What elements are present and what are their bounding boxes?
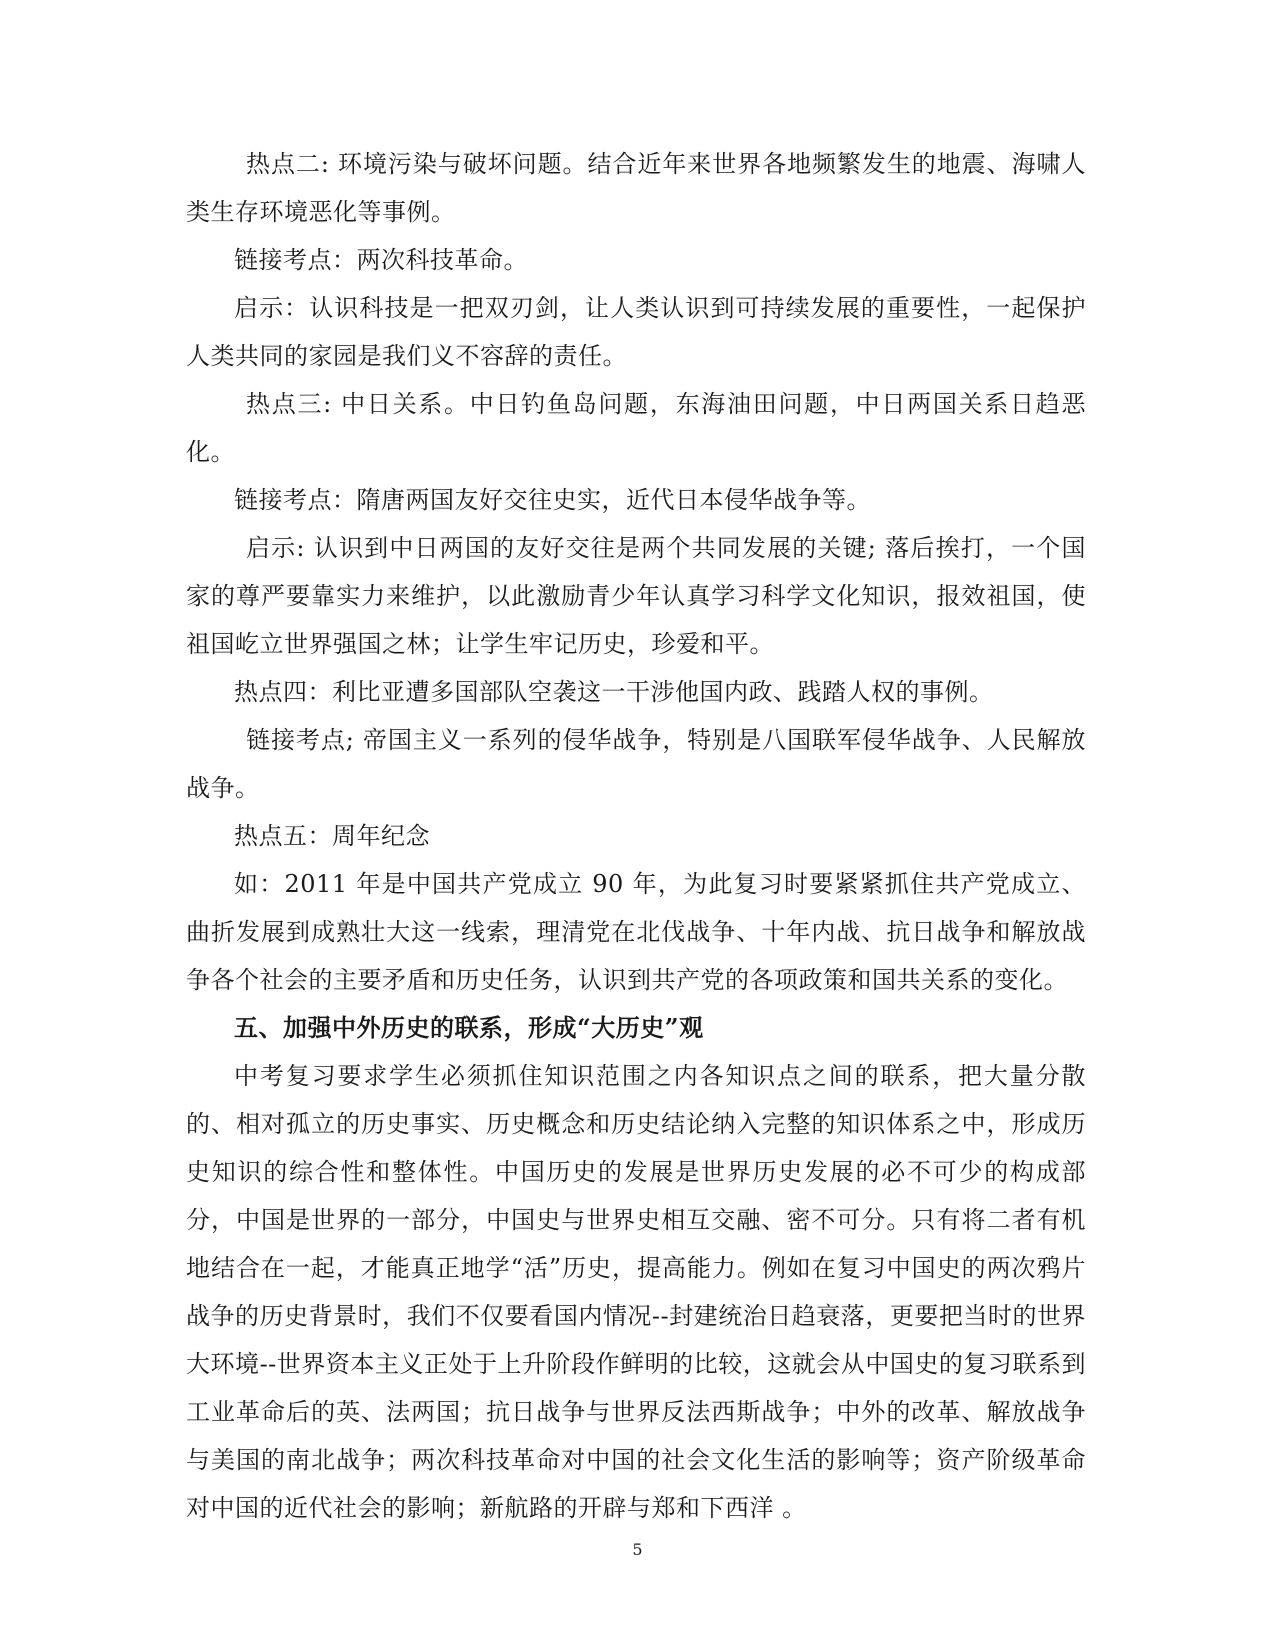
paragraph-hotspot-5: 热点五：周年纪念	[234, 822, 430, 850]
paragraph-link-3: 链接考点：隋唐两国友好交往史实，近代日本侵华战争等。	[234, 486, 871, 514]
page-number: 5	[632, 1540, 643, 1559]
body-text	[186, 140, 1086, 1532]
paragraph-link-2: 链接考点：两次科技革命。	[234, 246, 528, 274]
paragraph-section-body: 中考复习要求学生必须抓住知识范围之内各知识点之间的联系，把大量分散的、相对孤立的历史事实、历史概念和历史结论纳入完整的知识体系之中，形成历史知识的综合性和整体性。中国历史的发展是世界历史发展的必不可少的构成部分，中国是世界的一部分，中国史与世界史相互交融、密不可分。只有将二者有机地结合在一起，才能真正地学“活”历史，提高能力。例如在复习中国史的两次鸦片战争的历史背景时，我们不仅要看国内情况--封建统治日趋衰落，更要把当时的世界大环境--世界资本主义正处于上升阶段作鲜明的比较，这就会从中国史的复习联系到工业革命后的英、法两国；抗日战争与世界反法西斯战争；中外的改革、解放战争与美国的南北战争；两次科技革命对中国的社会文化生活的影响等；资产阶级革命对中国的近代社会的影响；新航路的开辟与郑和下西洋 。	[186, 1062, 1086, 1522]
paragraph-hotspot-4: 热点四：利比亚遭多国部队空袭这一干涉他国内政、践踏人权的事例。	[234, 678, 994, 706]
paragraph-insight-2: 启示：认识科技是一把双刃剑，让人类认识到可持续发展的重要性，一起保护人类共同的家园是我们义不容辞的责任。	[186, 294, 1086, 370]
paragraph-hotspot-3: 热点三: 中日关系。中日钓鱼岛问题，东海油田问题，中日两国关系日趋恶化。	[186, 390, 1086, 466]
paragraph-hotspot-2: 热点二: 环境污染与破坏问题。结合近年来世界各地频繁发生的地震、海啸人类生存环境恶化等事例。	[186, 150, 1086, 226]
paragraph-insight-3: 启示: 认识到中日两国的友好交往是两个共同发展的关键; 落后挨打，一个国家的尊严要靠实力来维护，以此激励青少年认真学习科学文化知识，报效祖国，使祖国屹立世界强国之林；让学生牢记历史，珍爱和平。	[186, 534, 1086, 658]
paragraph-example-5: 如：2011 年是中国共产党成立 90 年，为此复习时要紧紧抓住共产党成立、曲折发展到成熟壮大这一线索，理清党在北伐战争、十年内战、抗日战争和解放战争各个社会的主要矛盾和历史任务，认识到共产党的各项政策和国共关系的变化。	[186, 870, 1086, 994]
section-heading: 五、加强中外历史的联系，形成“大历史”观	[234, 1013, 704, 1042]
paragraph-link-4: 链接考点; 帝国主义一系列的侵华战争，特别是八国联军侵华战争、人民解放战争。	[186, 726, 1086, 802]
